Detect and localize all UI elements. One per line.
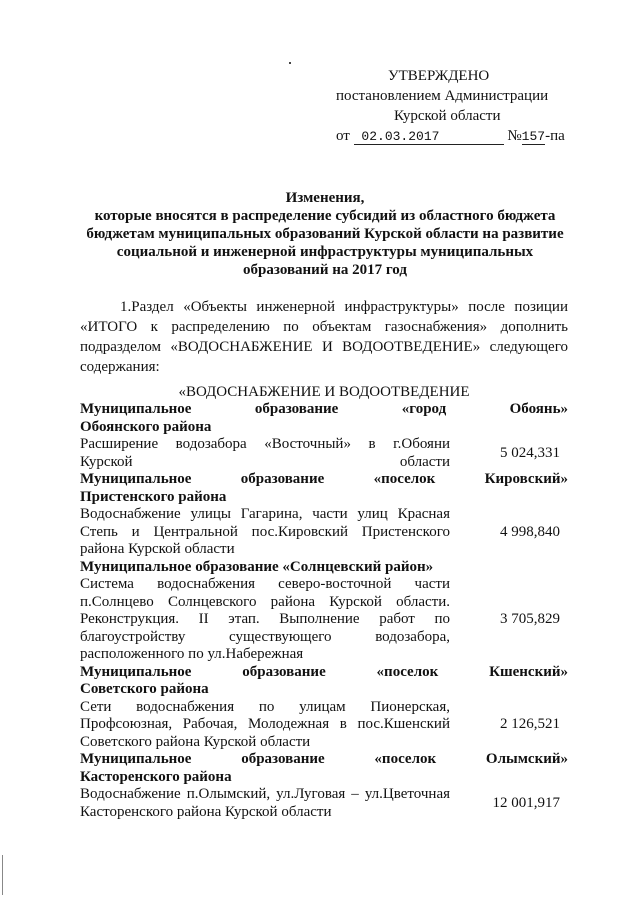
municipality-district: Советского района bbox=[80, 681, 209, 697]
section-heading: «ВОДОСНАБЖЕНИЕ И ВОДООТВЕДЕНИЕ bbox=[178, 384, 470, 400]
municipality-name: Муниципальное образование «поселок Олымский» bbox=[80, 751, 568, 767]
municipality-name: Муниципальное образование «город Обоянь» bbox=[80, 401, 568, 417]
number-label: № bbox=[507, 128, 522, 144]
decree-number: 157 bbox=[521, 129, 546, 144]
entry bbox=[80, 751, 568, 821]
municipality-district: Пристенского района bbox=[80, 488, 227, 505]
approval-heading: УТВЕРЖДЕНО bbox=[388, 68, 490, 84]
project-amount: 12 001,917 bbox=[492, 794, 560, 811]
decree-date: 02.03.2017 bbox=[354, 129, 504, 145]
project-amount: 5 024,331 bbox=[500, 444, 560, 461]
title-line: бюджетам муниципальных образований Курской области на развитие bbox=[86, 226, 564, 242]
scan-speck bbox=[289, 62, 291, 64]
approval-decree: постановлением Администрации bbox=[336, 88, 549, 104]
approval-stamp bbox=[336, 66, 596, 146]
municipality-name: Муниципальное образование «Солнцевский район» bbox=[80, 558, 434, 575]
project-description: Расширение водозабора «Восточный» в г.Обояни Курской области bbox=[80, 436, 450, 470]
number-suffix: -па bbox=[545, 128, 565, 144]
approval-region: Курской области bbox=[394, 108, 501, 124]
document-title bbox=[70, 189, 580, 279]
project-row bbox=[80, 699, 568, 752]
municipality-district: Обоянского района bbox=[80, 418, 212, 435]
title-line: образований на 2017 год bbox=[243, 262, 407, 278]
approval-date-number bbox=[336, 126, 596, 146]
intro-paragraph: 1.Раздел «Объекты инженерной инфраструктуры» после позиции «ИТОГО к распределению по объектам газоснабжения» дополнить подразделом «ВОДОСНАБЖЕНИЕ И ВОДООТВЕДЕНИЕ» следующего содержания: bbox=[80, 299, 568, 375]
project-description: Водоснабжение п.Олымский, ул.Луговая – ул.Цветочная Касторенского района Курской области bbox=[80, 786, 450, 820]
scan-margin-line bbox=[2, 855, 3, 895]
municipality-name: Муниципальное образование «поселок Кировский» bbox=[80, 471, 568, 487]
entry bbox=[80, 559, 568, 664]
entry bbox=[80, 471, 568, 559]
project-row bbox=[80, 436, 568, 471]
municipality-name: Муниципальное образование «поселок Кшенский» bbox=[80, 663, 568, 680]
municipality-district: Касторенского района bbox=[80, 768, 232, 785]
project-amount: 4 998,840 bbox=[500, 523, 560, 540]
entries-list bbox=[80, 401, 568, 821]
project-description: Сети водоснабжения по улицам Пионерская, Профсоюзная, Рабочая, Молодежная в пос.Кшенский Советского района Курской области bbox=[80, 698, 450, 750]
title-line: социальной и инженерной инфраструктуры муниципальных bbox=[116, 244, 534, 260]
project-amount: 2 126,521 bbox=[500, 716, 560, 732]
project-row bbox=[80, 786, 568, 821]
title-line: Изменения, bbox=[285, 190, 365, 206]
project-row bbox=[80, 506, 568, 559]
project-row bbox=[80, 576, 568, 664]
project-description: Система водоснабжения северо-восточной части п.Солнцево Солнцевского района Курской области. Реконструкция. II этап. Выполнение работ по благоустройству существующего водозабора, расположенного по ул.Набережная bbox=[80, 576, 450, 662]
title-line: которые вносятся в распределение субсидий из областного бюджета bbox=[94, 208, 556, 224]
from-label: от bbox=[336, 128, 350, 144]
entry bbox=[80, 401, 568, 471]
project-amount: 3 705,829 bbox=[500, 611, 560, 627]
project-description: Водоснабжение улицы Гагарина, части улиц Красная Степь и Центральной пос.Кировский Пристенского района Курской области bbox=[80, 506, 450, 557]
entry bbox=[80, 664, 568, 752]
